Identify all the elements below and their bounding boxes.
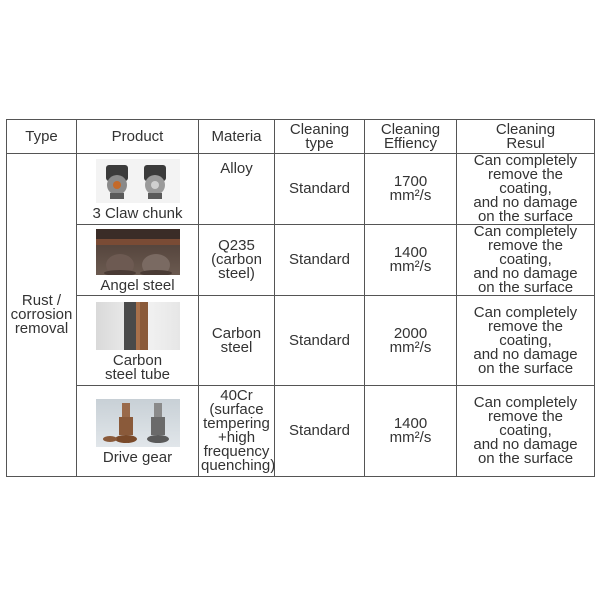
header-product: Product (77, 120, 199, 154)
result-cell: Can completely remove the coating, and no damage on the surface (457, 296, 595, 385)
efficiency-cell: 1400 mm²/s (365, 385, 457, 476)
product-name: Carbon steel tube (104, 351, 171, 383)
header-type: Type (7, 120, 77, 154)
product-image-drive-gear (96, 399, 180, 447)
header-row (7, 120, 595, 154)
product-cell (77, 296, 199, 385)
material-cell: Carbon steel (199, 296, 275, 385)
table-row (7, 154, 595, 225)
header-result: Cleaning Resul (457, 120, 595, 154)
table-row (7, 385, 595, 476)
material-cell: 40Cr (surface tempering +high frequency quenching) (199, 385, 275, 476)
result-cell: Can completely remove the coating, and no damage on the surface (457, 385, 595, 476)
efficiency-cell: 2000 mm²/s (365, 296, 457, 385)
result-cell: Can completely remove the coating, and no damage on the surface (457, 225, 595, 296)
material-cell: Q235 (carbon steel) (199, 225, 275, 296)
product-name: Drive gear (102, 448, 173, 466)
product-name: 3 Claw chunk (92, 205, 183, 223)
table-row (7, 296, 595, 385)
type-cell: Rust / corrosion removal (7, 154, 77, 477)
cleaning-type-cell: Standard (275, 385, 365, 476)
product-cell (77, 225, 199, 296)
efficiency-cell: 1400 mm²/s (365, 225, 457, 296)
table-row (7, 225, 595, 296)
cleaning-type-cell: Standard (275, 154, 365, 225)
product-image-angle-steel (96, 229, 180, 275)
header-cleaning-type: Cleaning type (275, 120, 365, 154)
header-material: Materia (199, 120, 275, 154)
product-cell (77, 385, 199, 476)
cleaning-type-cell: Standard (275, 225, 365, 296)
efficiency-cell: 1700 mm²/s (365, 154, 457, 225)
product-image-claw-chuck (96, 159, 180, 203)
product-cell (77, 154, 199, 225)
comparison-table (6, 119, 595, 477)
product-name: Angel steel (100, 277, 175, 295)
product-image-steel-tube (96, 302, 180, 350)
result-cell: Can completely remove the coating, and no damage on the surface (457, 154, 595, 225)
header-efficiency: Cleaning Effiency (365, 120, 457, 154)
cleaning-type-cell: Standard (275, 296, 365, 385)
material-cell: Alloy (199, 154, 275, 225)
